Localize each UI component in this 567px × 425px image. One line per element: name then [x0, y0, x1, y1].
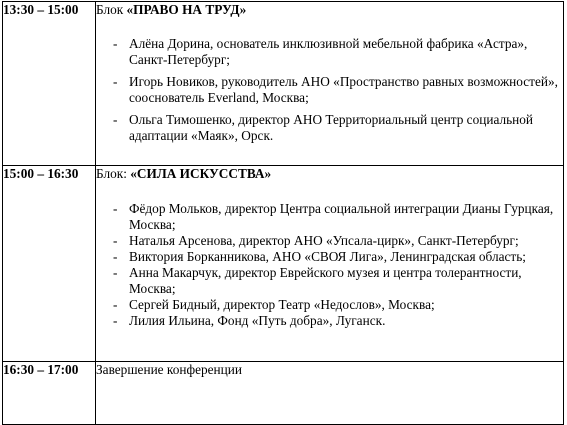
list-item: - Анна Макарчук, директор Еврейского музея и центра толерантности, Москва; [96, 265, 563, 297]
time-cell: 15:00 – 16:30 [3, 166, 96, 362]
time-cell: 13:30 – 15:00 [3, 2, 96, 166]
speaker-list [96, 36, 563, 144]
session-cell: Завершение конференции [96, 362, 564, 425]
schedule-row [3, 2, 564, 166]
schedule-row [3, 166, 564, 362]
schedule-row [3, 362, 564, 425]
list-item: - Наталья Арсенова, директор АНО «Упсала-цирк», Санкт-Петербург; [96, 233, 563, 249]
list-item: - Фёдор Мольков, директор Центра социальной интеграции Дианы Гурцкая, Москва; [96, 201, 563, 233]
program-table [2, 1, 564, 425]
session-cell [96, 2, 564, 166]
time-cell: 16:30 – 17:00 [3, 362, 96, 425]
speaker-list [96, 201, 563, 329]
list-item: - Игорь Новиков, руководитель АНО «Пространство равных возможностей», сооснователь Everland, Москва; [96, 74, 563, 106]
block-prefix: Блок: [96, 166, 131, 181]
block-heading [96, 2, 563, 18]
list-item: - Алёна Дорина, основатель инклюзивной мебельной фабрика «Астра», Санкт-Петербург; [96, 36, 563, 68]
session-cell [96, 166, 564, 362]
block-title: «СИЛА ИСКУССТВА» [130, 166, 272, 181]
block-title: «ПРАВО НА ТРУД» [126, 2, 247, 17]
block-heading [96, 166, 563, 182]
list-item: - Виктория Борканникова, АНО «СВОЯ Лига», Ленинградская область; [96, 249, 563, 265]
list-item: - Лилия Ильина, Фонд «Путь добра», Луганск. [96, 313, 563, 329]
list-item: - Ольга Тимошенко, директор АНО Территориальный центр социальной адаптации «Маяк», Орск. [96, 112, 563, 144]
block-prefix: Блок [96, 2, 127, 17]
list-item: - Сергей Бидный, директор Театр «Недослов», Москва; [96, 297, 563, 313]
